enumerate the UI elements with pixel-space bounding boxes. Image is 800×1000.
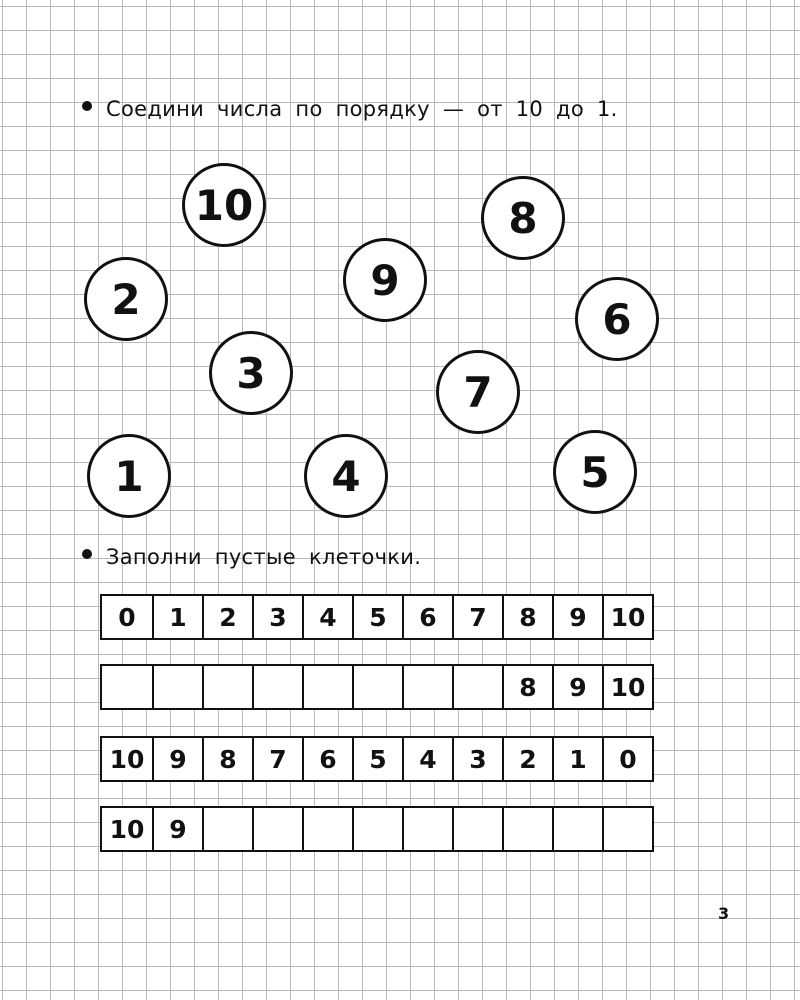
number-cell: 3 xyxy=(452,738,502,780)
empty-cell[interactable] xyxy=(352,808,402,850)
number-cell: 9 xyxy=(152,808,202,850)
empty-cell[interactable] xyxy=(552,808,602,850)
number-circle-9: 9 xyxy=(343,238,427,322)
number-circle-3: 3 xyxy=(209,331,293,415)
number-circle-7: 7 xyxy=(436,350,520,434)
number-cell: 5 xyxy=(352,738,402,780)
number-cell: 10 xyxy=(602,596,652,638)
empty-cell[interactable] xyxy=(252,666,302,708)
number-cell: 1 xyxy=(552,738,602,780)
number-cell: 10 xyxy=(102,738,152,780)
empty-cell[interactable] xyxy=(102,666,152,708)
number-cell: 0 xyxy=(102,596,152,638)
number-cell: 6 xyxy=(402,596,452,638)
number-cell: 4 xyxy=(402,738,452,780)
number-cell: 8 xyxy=(202,738,252,780)
bullet-icon xyxy=(82,549,92,559)
number-circle-8: 8 xyxy=(481,176,565,260)
number-cell: 2 xyxy=(502,738,552,780)
empty-cell[interactable] xyxy=(452,666,502,708)
number-cell: 9 xyxy=(552,596,602,638)
instruction-connect-numbers xyxy=(82,94,618,124)
number-circle-5: 5 xyxy=(553,430,637,514)
empty-cell[interactable] xyxy=(202,666,252,708)
number-cell: 7 xyxy=(452,596,502,638)
number-cell: 2 xyxy=(202,596,252,638)
number-circle-4: 4 xyxy=(304,434,388,518)
number-cell: 6 xyxy=(302,738,352,780)
empty-cell[interactable] xyxy=(152,666,202,708)
instruction-text: Соедини числа по порядку — от 10 до 1. xyxy=(106,97,618,121)
number-cell: 5 xyxy=(352,596,402,638)
number-cell: 9 xyxy=(552,666,602,708)
empty-cell[interactable] xyxy=(302,666,352,708)
bullet-icon xyxy=(82,101,92,111)
number-circle-6: 6 xyxy=(575,277,659,361)
number-cell: 10 xyxy=(102,808,152,850)
number-row-3 xyxy=(100,736,654,782)
empty-cell[interactable] xyxy=(602,808,652,850)
number-cell: 7 xyxy=(252,738,302,780)
number-cell: 8 xyxy=(502,596,552,638)
number-cell: 9 xyxy=(152,738,202,780)
number-cell: 8 xyxy=(502,666,552,708)
empty-cell[interactable] xyxy=(202,808,252,850)
empty-cell[interactable] xyxy=(452,808,502,850)
number-row-2 xyxy=(100,664,654,710)
number-cell: 3 xyxy=(252,596,302,638)
empty-cell[interactable] xyxy=(402,666,452,708)
number-cell: 4 xyxy=(302,596,352,638)
empty-cell[interactable] xyxy=(502,808,552,850)
page-number: 3 xyxy=(718,904,730,923)
number-row-1 xyxy=(100,594,654,640)
number-circle-2: 2 xyxy=(84,257,168,341)
instruction-fill-cells xyxy=(82,542,421,572)
number-cell: 10 xyxy=(602,666,652,708)
number-cell: 0 xyxy=(602,738,652,780)
empty-cell[interactable] xyxy=(252,808,302,850)
number-row-4 xyxy=(100,806,654,852)
instruction-text: Заполни пустые клеточки. xyxy=(106,545,422,569)
number-circle-1: 1 xyxy=(87,434,171,518)
empty-cell[interactable] xyxy=(352,666,402,708)
number-circle-10: 10 xyxy=(182,163,266,247)
number-cell: 1 xyxy=(152,596,202,638)
empty-cell[interactable] xyxy=(402,808,452,850)
empty-cell[interactable] xyxy=(302,808,352,850)
